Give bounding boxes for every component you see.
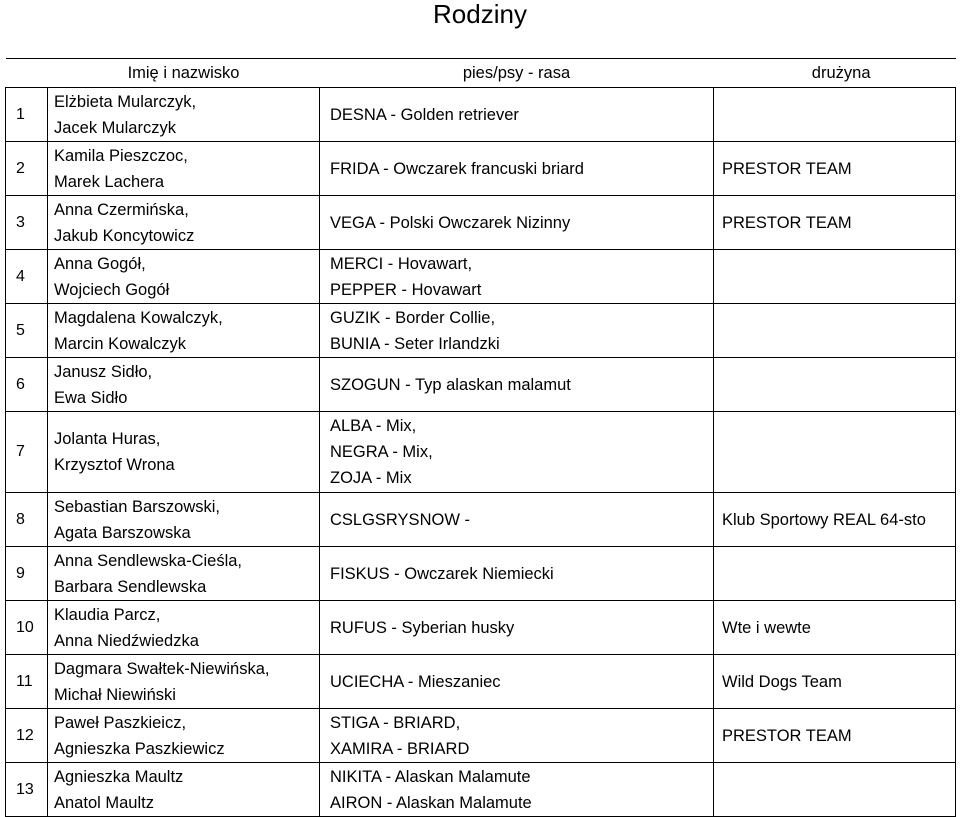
dog-breed: CSLGSRYSNOW -	[330, 510, 470, 529]
person-name: Krzysztof Wrona	[54, 456, 175, 474]
team-cell	[714, 412, 956, 493]
person-name: Agnieszka Paszkiewicz	[54, 739, 225, 758]
team-cell	[714, 547, 956, 601]
dog-breed: ZOJA - Mix	[330, 469, 412, 487]
table-row	[6, 358, 956, 412]
row-number: 13	[6, 763, 48, 817]
person-name: Janusz Sidło,	[54, 362, 153, 381]
row-number: 12	[6, 709, 48, 763]
person-name: Sebastian Barszowski,	[54, 497, 220, 516]
dog-breed: NEGRA - Mix,	[330, 443, 433, 461]
dog-breed: MERCI - Hovawart,	[330, 254, 473, 273]
dog-breed: DESNA - Golden retriever	[330, 105, 519, 124]
dog-breed: BUNIA - Seter Irlandzki	[330, 334, 500, 353]
names-cell	[48, 358, 320, 412]
names-cell	[48, 709, 320, 763]
person-name: Dagmara Swałtek-Niewińska,	[54, 659, 270, 678]
person-name: Michał Niewiński	[54, 685, 176, 704]
dog-breed: GUZIK - Border Collie,	[330, 308, 496, 327]
row-number: 2	[6, 142, 48, 196]
team-cell: Wild Dogs Team	[714, 655, 956, 709]
dog-breed: FRIDA - Owczarek francuski briard	[330, 159, 584, 178]
dogs-cell	[320, 493, 714, 547]
person-name: Anna Niedźwiedzka	[54, 631, 199, 650]
person-name: Agnieszka Maultz	[54, 767, 184, 786]
names-cell	[48, 250, 320, 304]
team-cell: PRESTOR TEAM	[714, 709, 956, 763]
dogs-cell	[320, 88, 714, 142]
dogs-cell	[320, 763, 714, 817]
table-row	[6, 142, 956, 196]
team-cell	[714, 304, 956, 358]
person-name: Barbara Sendlewska	[54, 577, 207, 596]
names-cell	[48, 601, 320, 655]
names-cell	[48, 142, 320, 196]
dogs-cell	[320, 709, 714, 763]
header-number	[6, 59, 48, 88]
row-number: 1	[6, 88, 48, 142]
names-cell	[48, 655, 320, 709]
person-name: Anna Sendlewska-Cieśla,	[54, 551, 243, 570]
row-number: 3	[6, 196, 48, 250]
team-cell	[714, 763, 956, 817]
person-name: Jakub Koncytowicz	[54, 226, 195, 245]
person-name: Magdalena Kowalczyk,	[54, 308, 223, 327]
header-name: Imię i nazwisko	[48, 59, 320, 88]
person-name: Wojciech Gogół	[54, 280, 170, 299]
team-cell	[714, 250, 956, 304]
dog-breed: STIGA - BRIARD,	[330, 713, 461, 732]
table-row	[6, 655, 956, 709]
names-cell	[48, 304, 320, 358]
dog-breed: ALBA - Mix,	[330, 417, 417, 435]
table-row	[6, 763, 956, 817]
row-number: 8	[6, 493, 48, 547]
table-row	[6, 196, 956, 250]
dogs-cell	[320, 250, 714, 304]
header-dog: pies/psy - rasa	[320, 59, 714, 88]
team-cell: PRESTOR TEAM	[714, 196, 956, 250]
dogs-cell	[320, 412, 714, 493]
team-cell	[714, 358, 956, 412]
team-cell	[714, 88, 956, 142]
table-row	[6, 304, 956, 358]
person-name: Agata Barszowska	[54, 523, 191, 542]
names-cell	[48, 493, 320, 547]
table-body	[6, 59, 956, 817]
person-name: Marek Lachera	[54, 172, 165, 191]
person-name: Elżbieta Mularczyk,	[54, 92, 197, 111]
table-row	[6, 88, 956, 142]
dogs-cell	[320, 547, 714, 601]
person-name: Anna Czermińska,	[54, 200, 189, 219]
header-row	[6, 59, 956, 88]
table-row	[6, 601, 956, 655]
dog-breed: AIRON - Alaskan Malamute	[330, 793, 532, 812]
row-number: 10	[6, 601, 48, 655]
person-name: Klaudia Parcz,	[54, 605, 161, 624]
names-cell	[48, 412, 320, 493]
person-name: Anna Gogół,	[54, 254, 146, 273]
page-title: Rodziny	[433, 0, 527, 29]
person-name: Jolanta Huras,	[54, 430, 161, 448]
person-name: Jacek Mularczyk	[54, 118, 176, 137]
names-cell	[48, 547, 320, 601]
dogs-cell	[320, 358, 714, 412]
row-number: 7	[6, 412, 48, 493]
dog-breed: RUFUS - Syberian husky	[330, 618, 515, 637]
person-name: Ewa Sidło	[54, 388, 128, 407]
row-number: 5	[6, 304, 48, 358]
dogs-cell	[320, 304, 714, 358]
names-cell	[48, 196, 320, 250]
person-name: Paweł Paszkieicz,	[54, 713, 187, 732]
dog-breed: NIKITA - Alaskan Malamute	[330, 767, 531, 786]
families-table	[5, 58, 956, 817]
team-cell: PRESTOR TEAM	[714, 142, 956, 196]
header-team: drużyna	[714, 59, 956, 88]
table-row	[6, 493, 956, 547]
dogs-cell	[320, 142, 714, 196]
row-number: 4	[6, 250, 48, 304]
table-row	[6, 412, 956, 493]
dog-breed: VEGA - Polski Owczarek Nizinny	[330, 213, 571, 232]
table-row	[6, 547, 956, 601]
names-cell	[48, 88, 320, 142]
row-number: 6	[6, 358, 48, 412]
dog-breed: FISKUS - Owczarek Niemiecki	[330, 564, 554, 583]
team-cell: Wte i wewte	[714, 601, 956, 655]
dog-breed: PEPPER - Hovawart	[330, 280, 482, 299]
dogs-cell	[320, 655, 714, 709]
person-name: Anatol Maultz	[54, 793, 154, 812]
person-name: Kamila Pieszczoc,	[54, 146, 188, 165]
table-row	[6, 250, 956, 304]
team-cell: Klub Sportowy REAL 64-sto	[714, 493, 956, 547]
dogs-cell	[320, 601, 714, 655]
names-cell	[48, 763, 320, 817]
dogs-cell	[320, 196, 714, 250]
row-number: 9	[6, 547, 48, 601]
dog-breed: XAMIRA - BRIARD	[330, 739, 470, 758]
table-row	[6, 709, 956, 763]
person-name: Marcin Kowalczyk	[54, 334, 187, 353]
row-number: 11	[6, 655, 48, 709]
dog-breed: SZOGUN - Typ alaskan malamut	[330, 375, 571, 394]
dog-breed: UCIECHA - Mieszaniec	[330, 672, 501, 691]
